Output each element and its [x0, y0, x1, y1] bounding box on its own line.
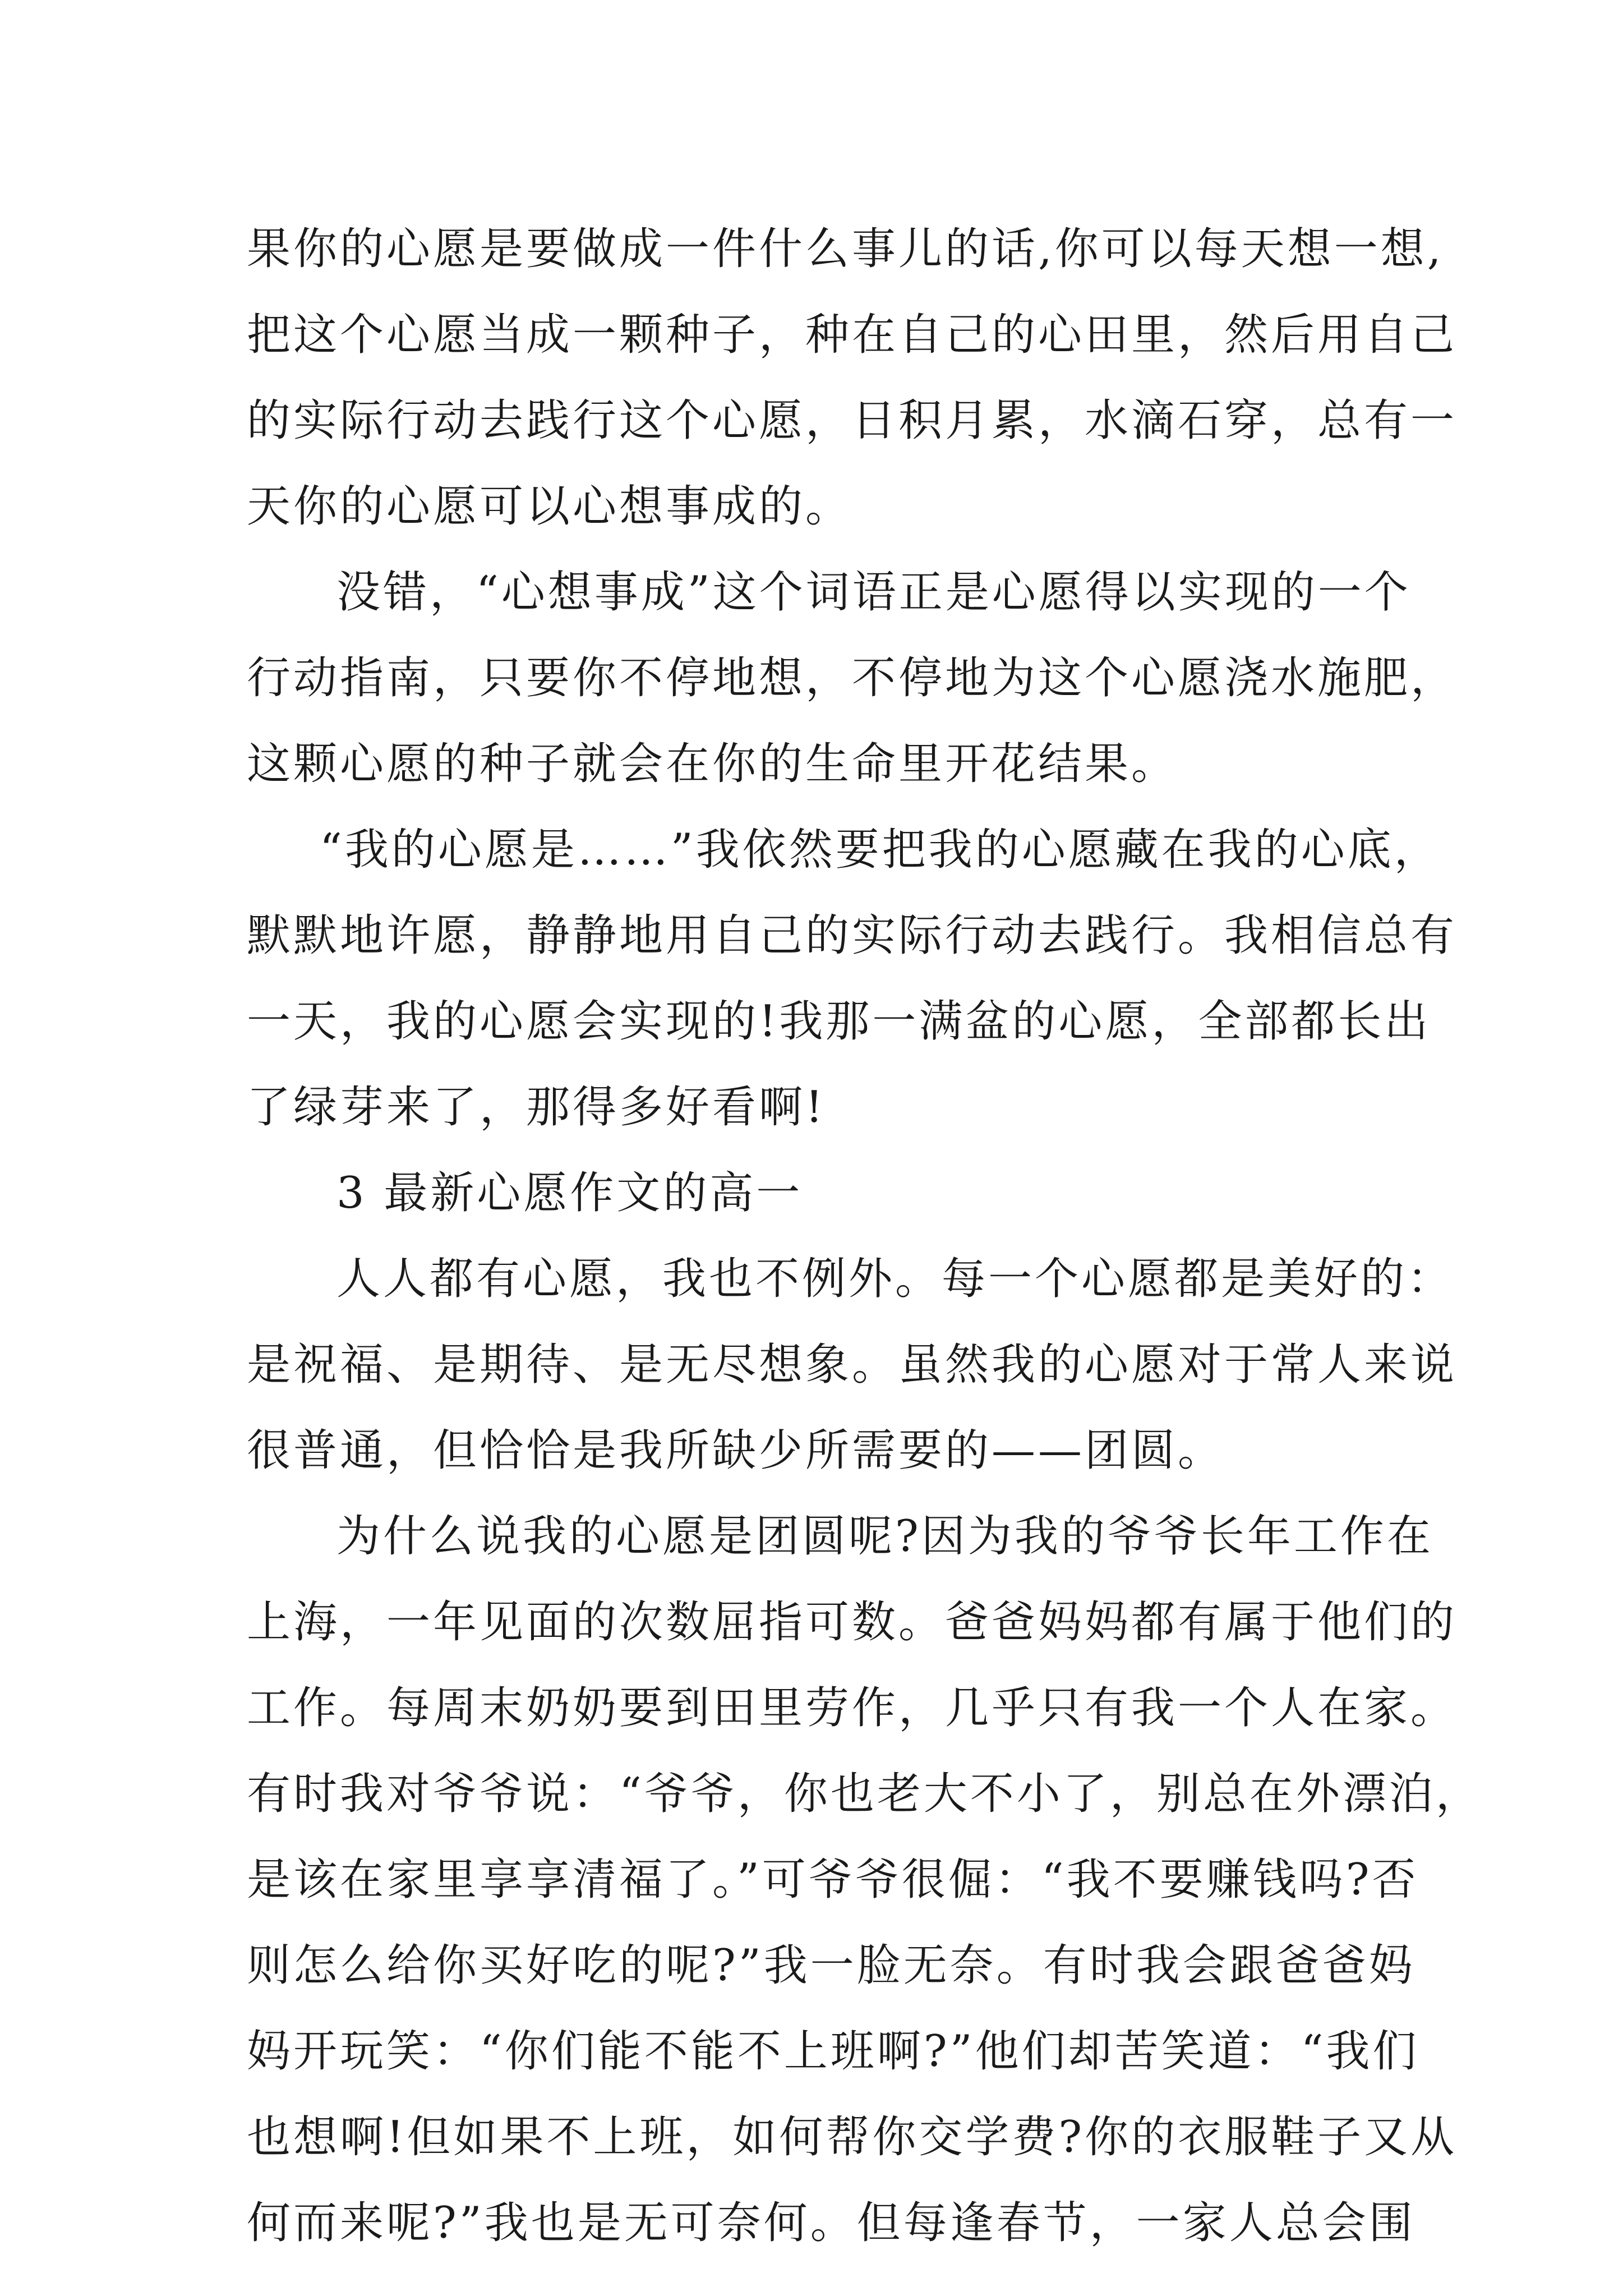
paragraph-start-line: 没错，“心想事成”这个词语正是心愿得以实现的一个 — [336, 567, 1411, 618]
text-line: 很普通，但恰恰是我所缺少所需要的——团圆。 — [247, 1425, 1225, 1476]
text-line: 也想啊!但如果不上班，如何帮你交学费?你的衣服鞋子又从 — [247, 2112, 1458, 2162]
text-line: 妈开玩笑：“你们能不能不上班啊?”他们却苦笑道：“我们 — [247, 2026, 1419, 2077]
paragraph-start-line: “我的心愿是……”我依然要把我的心愿藏在我的心底， — [320, 825, 1441, 875]
text-line: 默默地许愿，静静地用自己的实际行动去践行。我相信总有 — [247, 910, 1458, 961]
text-line: 上海，一年见面的次数屈指可数。爸爸妈妈都有属于他们的 — [247, 1597, 1458, 1648]
text-line: 是祝福、是期待、是无尽想象。虽然我的心愿对于常人来说 — [247, 1340, 1458, 1390]
text-line: 天你的心愿可以心想事成的。 — [247, 481, 852, 532]
text-line: 果你的心愿是要做成一件什么事儿的话,你可以每天想一想, — [247, 224, 1444, 274]
text-line: 了绿芽来了，那得多好看啊! — [247, 1082, 826, 1133]
text-line: 则怎么给你买好吃的呢?”我一脸无奈。有时我会跟爸爸妈 — [247, 1940, 1415, 1991]
paragraph-start-line: 人人都有心愿，我也不例外。每一个心愿都是美好的： — [336, 1254, 1454, 1304]
text-line: 有时我对爷爷说：“爷爷，你也老大不小了，别总在外漂泊， — [247, 1769, 1482, 1819]
text-line: 工作。每周末奶奶要到田里劳作，几乎只有我一个人在家。 — [247, 1683, 1458, 1733]
text-line: 把这个心愿当成一颗种子，种在自己的心田里，然后用自己 — [247, 310, 1458, 360]
body-text — [247, 206, 1482, 2266]
text-line: 何而来呢?”我也是无可奈何。但每逢春节，一家人总会围 — [247, 2198, 1415, 2248]
paragraph-start-line: 为什么说我的心愿是团圆呢?因为我的爷爷长年工作在 — [336, 1511, 1433, 1562]
text-line: 的实际行动去践行这个心愿，日积月累，水滴石穿，总有一 — [247, 395, 1458, 446]
section-heading: 3 最新心愿作文的高一 — [336, 1168, 803, 1218]
text-line: 是该在家里享享清福了。”可爷爷很倔：“我不要赚钱吗?否 — [247, 1855, 1419, 1905]
text-line: 一天，我的心愿会实现的!我那一满盆的心愿，全部都长出 — [247, 996, 1431, 1047]
text-line: 这颗心愿的种子就会在你的生命里开花结果。 — [247, 739, 1178, 789]
text-line: 行动指南，只要你不停地想，不停地为这个心愿浇水施肥， — [247, 653, 1458, 703]
